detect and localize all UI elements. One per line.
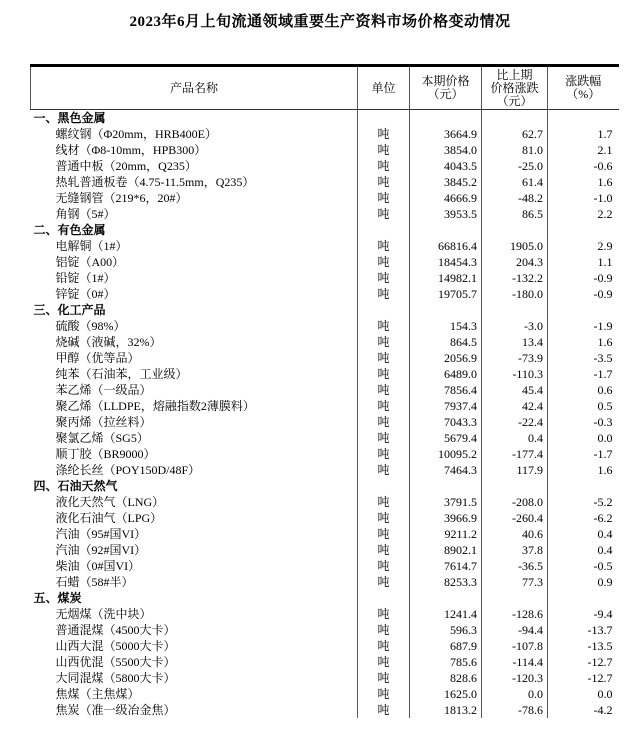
change-cell: -180.0 [482,286,548,302]
unit-cell: 吨 [358,702,410,718]
change-cell [482,222,548,238]
table-row [31,526,619,542]
unit-cell: 吨 [358,286,410,302]
section-label: 四、石油天然气 [31,478,358,494]
change-cell: 81.0 [482,142,548,158]
pct-cell: 1.1 [597,255,613,269]
unit-cell: 吨 [358,654,410,670]
pct-cell: 0.5 [597,399,613,413]
unit-cell: 吨 [358,126,410,142]
price-cell: 66816.4 [410,238,482,254]
change-cell: 1905.0 [482,238,548,254]
section-row [31,478,619,494]
col-header-product [31,66,358,110]
pct-cell: -6.2 [593,511,613,525]
table-row [31,254,619,270]
pct-cell: -0.3 [593,415,613,429]
col-header-price [410,66,482,110]
change-cell: 13.4 [482,334,548,350]
change-cell: -260.4 [482,510,548,526]
unit-cell: 吨 [358,238,410,254]
pct-cell: -1.9 [593,319,613,333]
price-cell: 1813.2 [410,702,482,718]
section-label: 一、黑色金属 [31,110,358,127]
price-cell [410,110,482,127]
change-cell: 77.3 [482,574,548,590]
price-cell: 3953.5 [410,206,482,222]
price-cell: 7614.7 [410,558,482,574]
change-cell: -36.5 [482,558,548,574]
section-label: 三、化工产品 [31,302,358,318]
col-header-unit-label: 单位 [371,80,396,95]
change-cell: -177.4 [482,446,548,462]
unit-cell [358,590,410,606]
unit-cell: 吨 [358,190,410,206]
unit-cell: 吨 [358,670,410,686]
pct-cell: 0.0 [597,687,613,701]
table-row [31,238,619,254]
pct-cell: -0.9 [593,287,613,301]
section-label: 二、有色金属 [31,222,358,238]
change-cell: -94.4 [482,622,548,638]
product-name-cell: 锌锭（0#） [31,286,358,302]
price-cell: 7856.4 [410,382,482,398]
change-cell: 40.6 [482,526,548,542]
col-header-price-line2: （元） [427,87,464,101]
unit-cell: 吨 [358,142,410,158]
change-cell [482,478,548,494]
table-row [31,574,619,590]
table-row [31,366,619,382]
unit-cell: 吨 [358,574,410,590]
table-header-row [31,66,619,110]
table-row [31,414,619,430]
col-header-product-label: 产品名称 [169,80,218,95]
section-row [31,222,619,238]
table-row [31,206,619,222]
pct-cell: 0.0 [597,431,613,445]
pct-cell: 0.9 [597,575,613,589]
table-row [31,286,619,302]
pct-cell: 2.9 [597,239,613,253]
page-title: 2023年6月上旬流通领域重要生产资料市场价格变动情况 [129,14,511,30]
table-row [31,142,619,158]
col-header-change-line2: 价格涨跌 [490,80,539,95]
table-row [31,270,619,286]
unit-cell: 吨 [358,414,410,430]
table-row [31,494,619,510]
change-cell [482,590,548,606]
product-name-cell: 螺纹钢（Φ20mm，HRB400E） [31,126,358,142]
col-header-pct-line2: （%） [566,87,601,101]
unit-cell: 吨 [358,270,410,286]
unit-cell [358,478,410,494]
unit-cell: 吨 [358,430,410,446]
pct-cell: -1.0 [593,191,613,205]
change-cell: -78.6 [482,702,548,718]
change-cell: -22.4 [482,414,548,430]
product-name-cell: 铝锭（A00） [31,254,358,270]
change-cell: -73.9 [482,350,548,366]
col-header-change-line1: 比上期 [496,67,533,82]
pct-cell: -1.7 [593,447,613,461]
price-cell: 7464.3 [410,462,482,478]
change-cell: -132.2 [482,270,548,286]
unit-cell: 吨 [358,366,410,382]
price-cell: 3791.5 [410,494,482,510]
product-name-cell: 聚氯乙烯（SG5） [31,430,358,446]
product-name-cell: 大同混煤（5800大卡） [31,670,358,686]
change-cell: 204.3 [482,254,548,270]
pct-cell: -13.7 [587,623,613,637]
price-cell: 4666.9 [410,190,482,206]
col-header-price-line1: 本期价格 [421,74,470,88]
pct-cell: 2.1 [597,143,613,157]
product-name-cell: 液化石油气（LPG） [31,510,358,526]
product-name-cell: 无烟煤（洗中块） [31,606,358,622]
price-cell: 596.3 [410,622,482,638]
unit-cell: 吨 [358,462,410,478]
pct-cell: -12.7 [587,655,613,669]
price-cell: 864.5 [410,334,482,350]
price-cell: 6489.0 [410,366,482,382]
unit-cell: 吨 [358,350,410,366]
unit-cell: 吨 [358,254,410,270]
change-cell: -128.6 [482,606,548,622]
pct-cell: -4.2 [593,703,613,717]
change-cell: -114.4 [482,654,548,670]
unit-cell: 吨 [358,158,410,174]
price-cell: 3854.0 [410,142,482,158]
price-cell: 3664.9 [410,126,482,142]
pct-cell: 0.4 [597,543,613,557]
pct-cell: 0.6 [597,383,613,397]
unit-cell [358,222,410,238]
pct-cell: -1.7 [593,367,613,381]
product-name-cell: 苯乙烯（一级品） [31,382,358,398]
change-cell: 37.8 [482,542,548,558]
pct-cell: -0.9 [593,271,613,285]
section-row [31,302,619,318]
unit-cell: 吨 [358,494,410,510]
product-name-cell: 汽油（95#国VI） [31,526,358,542]
pct-cell: 0.4 [597,527,613,541]
section-row [31,110,619,127]
pct-cell: 1.6 [597,175,613,189]
product-name-cell: 普通中板（20mm，Q235） [31,158,358,174]
product-name-cell: 无缝钢管（219*6，20#） [31,190,358,206]
price-cell: 5679.4 [410,430,482,446]
table-row [31,190,619,206]
price-cell: 8902.1 [410,542,482,558]
table-row [31,158,619,174]
table-row [31,510,619,526]
table-row [31,398,619,414]
price-cell: 9211.2 [410,526,482,542]
table-row [31,174,619,190]
unit-cell: 吨 [358,174,410,190]
price-cell: 2056.9 [410,350,482,366]
price-cell: 14982.1 [410,270,482,286]
pct-cell: -9.4 [593,607,613,621]
table-row [31,638,619,654]
product-name-cell: 普通混煤（4500大卡） [31,622,358,638]
price-cell: 687.9 [410,638,482,654]
change-cell: 117.9 [482,462,548,478]
pct-cell: -0.6 [593,159,613,173]
price-cell: 828.6 [410,670,482,686]
table-row [31,654,619,670]
col-header-pct-line1: 涨跌幅 [565,74,602,88]
unit-cell: 吨 [358,542,410,558]
change-cell: -107.8 [482,638,548,654]
product-name-cell: 角钢（5#） [31,206,358,222]
change-cell: -3.0 [482,318,548,334]
table-body [31,110,619,719]
product-name-cell: 焦煤（主焦煤） [31,686,358,702]
price-cell [410,302,482,318]
table-row [31,126,619,142]
price-cell [410,222,482,238]
table-row [31,702,619,718]
table-row [31,606,619,622]
product-name-cell: 液化天然气（LNG） [31,494,358,510]
price-cell: 1625.0 [410,686,482,702]
price-cell: 10095.2 [410,446,482,462]
unit-cell: 吨 [358,558,410,574]
product-name-cell: 顺丁胶（BR9000） [31,446,358,462]
pct-cell [548,302,619,318]
unit-cell: 吨 [358,686,410,702]
col-header-pct [548,66,619,110]
change-cell: 45.4 [482,382,548,398]
table-row [31,382,619,398]
change-cell: 0.4 [482,430,548,446]
price-cell: 8253.3 [410,574,482,590]
change-cell: 62.7 [482,126,548,142]
pct-cell: -0.5 [593,559,613,573]
unit-cell: 吨 [358,334,410,350]
pct-cell: 2.2 [597,207,613,221]
change-cell [482,302,548,318]
product-name-cell: 纯苯（石油苯，工业级） [31,366,358,382]
price-cell: 19705.7 [410,286,482,302]
table-row [31,430,619,446]
product-name-cell: 柴油（0#国VI） [31,558,358,574]
table-row [31,558,619,574]
unit-cell: 吨 [358,606,410,622]
pct-cell: -12.7 [587,671,613,685]
pct-cell: -3.5 [593,351,613,365]
price-cell: 154.3 [410,318,482,334]
price-cell: 785.6 [410,654,482,670]
unit-cell: 吨 [358,622,410,638]
product-name-cell: 热轧普通板卷（4.75-11.5mm，Q235） [31,174,358,190]
pct-cell: -5.2 [593,495,613,509]
change-cell: 0.0 [482,686,548,702]
unit-cell: 吨 [358,398,410,414]
table-row [31,350,619,366]
product-name-cell: 山西优混（5500大卡） [31,654,358,670]
product-name-cell: 汽油（92#国VI） [31,542,358,558]
price-cell: 4043.5 [410,158,482,174]
pct-cell: -13.5 [587,639,613,653]
product-name-cell: 石蜡（58#半） [31,574,358,590]
unit-cell [358,110,410,127]
col-header-change [482,66,548,110]
price-cell: 18454.3 [410,254,482,270]
col-header-change-line3: （元） [496,93,533,108]
change-cell: -120.3 [482,670,548,686]
change-cell: -208.0 [482,494,548,510]
pct-cell [548,590,619,606]
table-header [31,66,619,110]
price-cell: 3966.9 [410,510,482,526]
table-row [31,670,619,686]
unit-cell: 吨 [358,382,410,398]
unit-cell: 吨 [358,318,410,334]
product-name-cell: 线材（Φ8-10mm，HPB300） [31,142,358,158]
pct-cell: 1.6 [597,463,613,477]
change-cell: 61.4 [482,174,548,190]
table-row [31,318,619,334]
unit-cell: 吨 [358,526,410,542]
product-name-cell: 聚乙烯（LLDPE，熔融指数2薄膜料） [31,398,358,414]
price-cell [410,478,482,494]
col-header-unit [358,66,410,110]
section-row [31,590,619,606]
change-cell [482,110,548,127]
pct-cell [548,222,619,238]
product-name-cell: 铅锭（1#） [31,270,358,286]
change-cell: 42.4 [482,398,548,414]
product-name-cell: 山西大混（5000大卡） [31,638,358,654]
section-label: 五、煤炭 [31,590,358,606]
table-row [31,446,619,462]
pct-cell [548,478,619,494]
price-table [30,64,619,718]
price-cell: 3845.2 [410,174,482,190]
product-name-cell: 甲醇（优等品） [31,350,358,366]
change-cell: -25.0 [482,158,548,174]
pct-cell [548,110,619,127]
product-name-cell: 焦炭（准一级冶金焦） [31,702,358,718]
product-name-cell: 聚丙烯（拉丝料） [31,414,358,430]
table-row [31,622,619,638]
table-row [31,334,619,350]
price-cell: 7043.3 [410,414,482,430]
unit-cell: 吨 [358,638,410,654]
unit-cell: 吨 [358,510,410,526]
unit-cell: 吨 [358,446,410,462]
product-name-cell: 电解铜（1#） [31,238,358,254]
change-cell: -110.3 [482,366,548,382]
table-row [31,462,619,478]
price-cell: 1241.4 [410,606,482,622]
table-row [31,542,619,558]
price-cell: 7937.4 [410,398,482,414]
change-cell: 86.5 [482,206,548,222]
product-name-cell: 涤纶长丝（POY150D/48F） [31,462,358,478]
price-cell [410,590,482,606]
change-cell: -48.2 [482,190,548,206]
unit-cell: 吨 [358,206,410,222]
product-name-cell: 硫酸（98%） [31,318,358,334]
product-name-cell: 烧碱（液碱，32%） [31,334,358,350]
table-row [31,686,619,702]
document-page [0,12,640,718]
pct-cell: 1.7 [597,127,613,141]
unit-cell [358,302,410,318]
pct-cell: 1.6 [597,335,613,349]
